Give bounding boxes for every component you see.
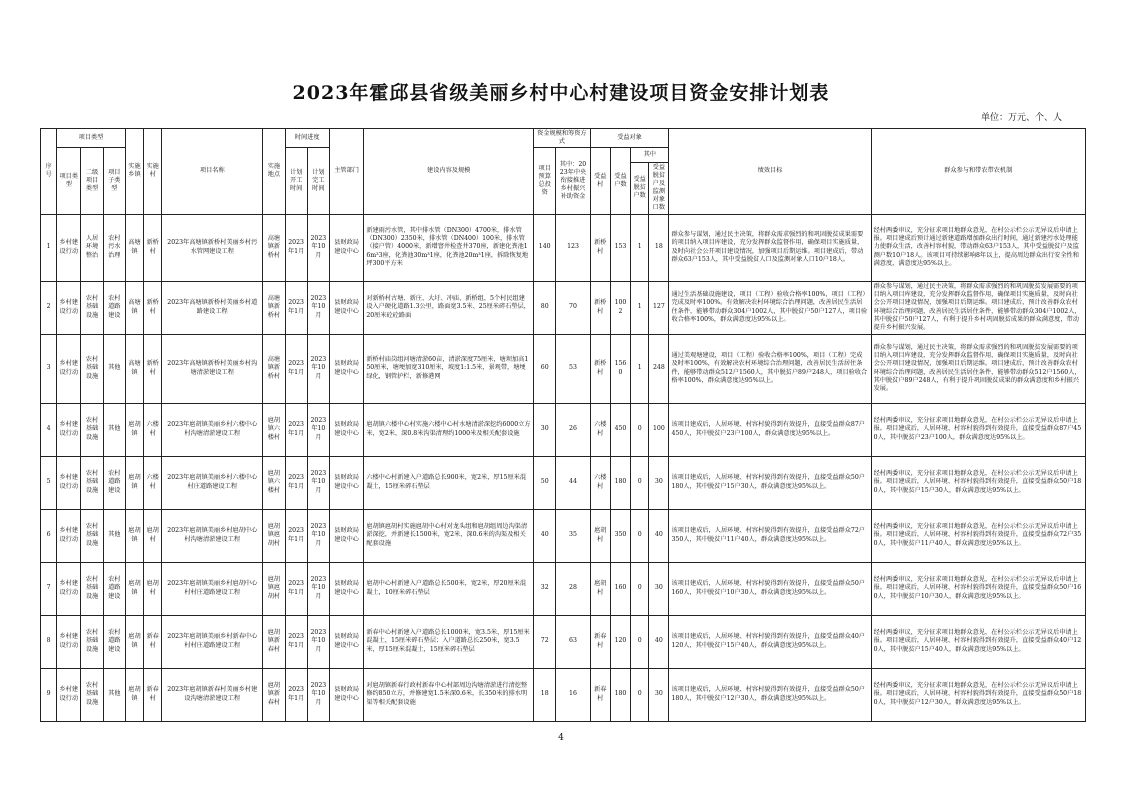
cell-category: 乡村建设行动 bbox=[57, 509, 81, 562]
cell-content: 对扈胡镇新春行政村新春中心村部周边沟塘清淤进行清挖整修约850立方，并修建宽1.5米深0.6米，长350米的排水明渠等相关配套设施 bbox=[364, 668, 534, 721]
cell-project-name: 2023年扈胡镇美丽乡村扈胡中心村沟塘清淤建设工程 bbox=[162, 509, 263, 562]
cell-category: 乡村建设行动 bbox=[57, 403, 81, 456]
cell-performance: 该项目建成后，人居环境、村容村貌得到有效提升，直接受益群众50户180人，其中脱贫户12户30人，群众满意度达95%以上。 bbox=[669, 668, 871, 721]
cell-performance: 群众参与谋划，通过民主决策，将群众需求强烈的和巩固脱贫成果需要的项目纳入项目库建设，充分发挥群众监督作用，确保项目实施质量，及时向社会公开项目建设情况，加强项目后期运维。项目建成后，带动群众63户153人，其中受益脱贫人口及监测对象人口10户18人。 bbox=[669, 214, 871, 281]
cell-mechanism: 经村两委审议，充分征求项目地群众意见，在村公示栏公示无异议后申请上报。项目建成后预计通过新建道路增加群众出行时间，通过新建污水处理能力使群众生活，改善村容村貌，带动群众63户153人，其中受益脱贫户及监测户数10户18人。该项目可持续影响8年以上，提高周边群众出行安全性和满意度，满意度达95%以上。 bbox=[871, 214, 1085, 281]
cell-central-funds: 16 bbox=[556, 668, 590, 721]
cell-budget: 80 bbox=[534, 281, 556, 334]
cell-budget: 140 bbox=[534, 214, 556, 281]
cell-town: 扈胡镇 bbox=[125, 403, 143, 456]
cell-subtype: 农村污水治理 bbox=[103, 214, 125, 281]
cell-benefit-village: 六楼村 bbox=[590, 403, 610, 456]
cell-secondary-type: 农村基础设施 bbox=[81, 403, 103, 456]
cell-town: 扈胡镇 bbox=[125, 668, 143, 721]
table-row bbox=[41, 509, 1086, 562]
cell-benefit-households: 120 bbox=[610, 615, 630, 668]
cell-budget: 72 bbox=[534, 615, 556, 668]
cell-category: 乡村建设行动 bbox=[57, 281, 81, 334]
cell-secondary-type: 农村基础设施 bbox=[81, 562, 103, 615]
cell-benefit-village: 新春村 bbox=[590, 615, 610, 668]
cell-seq: 2 bbox=[41, 281, 57, 334]
cell-content: 六楼中心村新建入户道路总长900米，宽2米，厚15厘米混凝土，15厘米碎石垫层 bbox=[364, 456, 534, 509]
table-row bbox=[41, 562, 1086, 615]
cell-village: 六楼村 bbox=[144, 403, 162, 456]
cell-dept: 县财政局建设中心 bbox=[329, 562, 363, 615]
cell-poor-households: 1 bbox=[631, 281, 649, 334]
cell-mechanism: 群众参与谋划，通过民主决策，将群众需求强烈的和巩固脱贫发展需要的项目纳入项目库建设，充分发挥群众监督作用，确保项目实施质量，及时向社会公开项目建设情况，加强项目后期运维。项目建成后，预计改善群众农村环境综合治理问题，改善居民生活居住条件，能够带动群众512户1560人，其中脱贫户89户248人，有利于提升巩固脱贫成果的群众满意度和乡村振兴发展。 bbox=[871, 334, 1085, 403]
cell-content: 对新桥村古塘、新庄、大圩、冲庙、新桥组，5个村民组建设入户硬化道路1.3公里，路面宽3.5米、25厘米碎石垫层，20厘米砼砼路面 bbox=[364, 281, 534, 334]
cell-subtype: 农村道路建设 bbox=[103, 456, 125, 509]
cell-performance: 通过美观塘建设，项目（工程）验收合格率100%，项目（工程）完成及时率100%，有效解决农村环境综合治理问题，改善居民生活居住条件，能够带动群众512户1560人，其中脱贫户89户248人，项目验收合格率100%，群众满意度达95%以上。 bbox=[669, 334, 871, 403]
cell-seq: 8 bbox=[41, 615, 57, 668]
cell-category: 乡村建设行动 bbox=[57, 615, 81, 668]
cell-seq: 5 bbox=[41, 456, 57, 509]
cell-performance: 该项目建成后，人居环境、村容村貌得到有效提升，直接受益群众87户450人，其中脱贫户23户100人，群众满意度达95%以上。 bbox=[669, 403, 871, 456]
cell-poor-households: 0 bbox=[631, 615, 649, 668]
header-mechanism: 群众参与和带农带农机制 bbox=[871, 129, 1085, 215]
header-poor-people: 受益脱贫户及监测对象口数 bbox=[649, 163, 669, 214]
table-row bbox=[41, 403, 1086, 456]
header-seq: 序号 bbox=[41, 129, 57, 215]
cell-poor-people: 127 bbox=[649, 281, 669, 334]
cell-budget: 40 bbox=[534, 509, 556, 562]
cell-location: 扈胡镇六楼村 bbox=[263, 456, 285, 509]
cell-end: 2023年10月 bbox=[307, 615, 329, 668]
header-content: 建设内容及规模 bbox=[364, 129, 534, 215]
cell-content: 新桥村庙岗组河塘清淤60亩，清淤深度75厘米，塘坝加高150厘米，塘埂加宽310厘米，坡度1:1.5米，景观带，塘埂绿化，钢管护栏，新修港网 bbox=[364, 334, 534, 403]
cell-start: 2023年1月 bbox=[285, 456, 307, 509]
cell-seq: 7 bbox=[41, 562, 57, 615]
header-category: 项目类型 bbox=[57, 148, 81, 214]
cell-mechanism: 经村两委审议，充分征求项目地群众意见，在村公示栏公示无异议后申请上报。项目建成后，人居环境、村容村貌得到有效提升，直接受益群众50户180人，其中脱贫户15户30人，群众满意度达95%以上。 bbox=[871, 456, 1085, 509]
cell-category: 乡村建设行动 bbox=[57, 334, 81, 403]
cell-secondary-type: 农村基础设施 bbox=[81, 281, 103, 334]
header-secondary-type: 二级项目类型 bbox=[81, 148, 103, 214]
cell-mechanism: 经村两委审议，充分征求项目地群众意见，在村公示栏公示无异议后申请上报。项目建成后，人居环境、村容村貌得到有效提升，直接受益群众87户450人，其中脱贫户23户100人，群众满意度达95%以上。 bbox=[871, 403, 1085, 456]
cell-content: 扈胡镇六楼中心村实施六楼中心村水塘清淤深挖约6000立方米，宽2米，深0.8米沟渠清理约1000米及相关配套设施 bbox=[364, 403, 534, 456]
cell-start: 2023年1月 bbox=[285, 509, 307, 562]
header-central-funds: 其中：2023年中央衔接推进乡村振兴补助资金 bbox=[556, 148, 590, 214]
cell-performance: 该项目建成后，人居环境、村容村貌得到有效提升，直接受益群众72户350人，其中脱贫户11户40人，群众满意度达95%以上。 bbox=[669, 509, 871, 562]
table-body bbox=[41, 214, 1086, 721]
cell-start: 2023年1月 bbox=[285, 668, 307, 721]
cell-village: 新桥村 bbox=[144, 281, 162, 334]
cell-benefit-households: 180 bbox=[610, 456, 630, 509]
header-village: 实施村 bbox=[144, 129, 162, 215]
cell-town: 扈胡镇 bbox=[125, 615, 143, 668]
cell-location: 扈胡镇新春村 bbox=[263, 615, 285, 668]
cell-project-name: 2023年扈胡镇美丽乡村六楼中心村庄道路建设工程 bbox=[162, 456, 263, 509]
cell-budget: 18 bbox=[534, 668, 556, 721]
cell-central-funds: 53 bbox=[556, 334, 590, 403]
header-start: 计划开工时间 bbox=[285, 148, 307, 214]
cell-town: 高塘镇 bbox=[125, 214, 143, 281]
cell-benefit-households: 450 bbox=[610, 403, 630, 456]
cell-benefit-village: 新桥村 bbox=[590, 214, 610, 281]
header-location: 实施地点 bbox=[263, 129, 285, 215]
cell-poor-households: 1 bbox=[631, 214, 649, 281]
cell-dept: 县财政局建设中心 bbox=[329, 334, 363, 403]
cell-village: 新桥村 bbox=[144, 334, 162, 403]
cell-budget: 30 bbox=[534, 403, 556, 456]
cell-end: 2023年10月 bbox=[307, 403, 329, 456]
cell-budget: 32 bbox=[534, 562, 556, 615]
cell-location: 高塘镇新桥村 bbox=[263, 281, 285, 334]
cell-end: 2023年10月 bbox=[307, 668, 329, 721]
header-beneficiary: 受益对象 bbox=[590, 129, 669, 148]
cell-dept: 县财政局建设中心 bbox=[329, 281, 363, 334]
cell-performance: 该项目建成后，人居环境、村容村貌得到有效提升，直接受益群众40户120人，其中脱贫户15户40人，群众满意度达95%以上。 bbox=[669, 615, 871, 668]
cell-mechanism: 经村两委审议，充分征求项目地群众意见，在村公示栏公示无异议后申请上报。项目建成后，人居环境、村容村貌得到有效提升，直接受益群众50户160人，其中脱贫户10户30人，群众满意度达95%以上。 bbox=[871, 562, 1085, 615]
cell-end: 2023年10月 bbox=[307, 214, 329, 281]
cell-start: 2023年1月 bbox=[285, 214, 307, 281]
cell-category: 乡村建设行动 bbox=[57, 214, 81, 281]
cell-central-funds: 123 bbox=[556, 214, 590, 281]
cell-category: 乡村建设行动 bbox=[57, 562, 81, 615]
header-benefit-village: 受益村 bbox=[590, 148, 610, 214]
cell-location: 高塘镇新桥村 bbox=[263, 214, 285, 281]
cell-end: 2023年10月 bbox=[307, 456, 329, 509]
cell-poor-people: 40 bbox=[649, 615, 669, 668]
cell-benefit-households: 1560 bbox=[610, 334, 630, 403]
cell-budget: 60 bbox=[534, 334, 556, 403]
cell-benefit-households: 180 bbox=[610, 668, 630, 721]
cell-poor-people: 30 bbox=[649, 456, 669, 509]
cell-dept: 县财政局建设中心 bbox=[329, 456, 363, 509]
cell-project-name: 2023年扈胡镇美丽乡村扈胡中心村村庄道路建设工程 bbox=[162, 562, 263, 615]
header-project-name: 项目名称 bbox=[162, 129, 263, 215]
cell-secondary-type: 农村基础设施 bbox=[81, 334, 103, 403]
cell-secondary-type: 农村基础设施 bbox=[81, 615, 103, 668]
cell-central-funds: 70 bbox=[556, 281, 590, 334]
cell-location: 高塘镇新桥村 bbox=[263, 334, 285, 403]
cell-location: 扈胡镇六楼村 bbox=[263, 403, 285, 456]
cell-poor-households: 0 bbox=[631, 562, 649, 615]
header-benefit-households: 受益户数 bbox=[610, 148, 630, 214]
cell-benefit-households: 160 bbox=[610, 562, 630, 615]
table-row bbox=[41, 668, 1086, 721]
cell-poor-households: 0 bbox=[631, 668, 649, 721]
cell-dept: 县财政局建设中心 bbox=[329, 509, 363, 562]
cell-benefit-village: 新桥村 bbox=[590, 281, 610, 334]
cell-subtype: 农村道路建设 bbox=[103, 562, 125, 615]
header-subtype: 项目子类型 bbox=[103, 148, 125, 214]
cell-subtype: 农村道路建设 bbox=[103, 615, 125, 668]
table-row bbox=[41, 456, 1086, 509]
cell-project-name: 2023年高塘镇新桥村美丽乡村沟塘清淤建设工程 bbox=[162, 334, 263, 403]
cell-mechanism: 经村两委审议，充分征求项目地群众意见，在村公示栏公示无异议后申请上报。项目建成后，人居环境、村容村貌得到有效提升，直接受益群众40户120人，其中脱贫户15户40人，群众满意度达95%以上。 bbox=[871, 615, 1085, 668]
table-row bbox=[41, 214, 1086, 281]
cell-benefit-households: 350 bbox=[610, 509, 630, 562]
cell-town: 高塘镇 bbox=[125, 281, 143, 334]
cell-content: 新建雨污水管，其中排水管（DN300）4700米，排水管（DN300）2350米，排水管（DN400）100米，排水管（接户管）4000米，新增窨井检查井370座，新建化粪池16m³3座，化粪池30m³1座，化粪池20m³1座，拆除恢复地坪300平方米 bbox=[364, 214, 534, 281]
header-dept: 主管部门 bbox=[329, 129, 363, 215]
cell-central-funds: 44 bbox=[556, 456, 590, 509]
cell-content: 扈胡中心村新建入户道路总长500米，宽2米，厚20厘米混凝土，10厘米碎石垫层 bbox=[364, 562, 534, 615]
funding-plan-table bbox=[40, 128, 1086, 722]
header-performance: 绩效目标 bbox=[669, 129, 871, 215]
cell-dept: 县财政局建设中心 bbox=[329, 668, 363, 721]
cell-poor-people: 100 bbox=[649, 403, 669, 456]
cell-town: 扈胡镇 bbox=[125, 562, 143, 615]
cell-benefit-village: 新桥村 bbox=[590, 334, 610, 403]
cell-dept: 县财政局建设中心 bbox=[329, 214, 363, 281]
cell-poor-people: 30 bbox=[649, 562, 669, 615]
cell-secondary-type: 农村基础设施 bbox=[81, 509, 103, 562]
header-project-type-group: 项目类型 bbox=[57, 129, 126, 148]
cell-project-name: 2023年高塘镇新桥村美丽乡村道路建设工程 bbox=[162, 281, 263, 334]
cell-performance: 该项目建成后，人居环境、村容村貌得到有效提升，直接受益群众50户160人，其中脱贫户10户30人，群众满意度达95%以上。 bbox=[669, 562, 871, 615]
cell-performance: 通过生活基础设施建设，项目（工程）验收合格率100%，项目（工程）完成及时率100%。有效解决农村环境综合治理问题，改善居民生活居住条件，能够带动群众304户1002人，其中脱贫户50户127人，项目验收合格率100%，群众满意度达95%以上。 bbox=[669, 281, 871, 334]
cell-town: 扈胡镇 bbox=[125, 509, 143, 562]
unit-label: 单位：万元、个、人 bbox=[980, 113, 1062, 123]
cell-subtype: 其他 bbox=[103, 509, 125, 562]
cell-start: 2023年1月 bbox=[285, 403, 307, 456]
header-budget: 项目预算总投资 bbox=[534, 148, 556, 214]
header-town: 实施乡镇 bbox=[125, 129, 143, 215]
cell-benefit-village: 新春村 bbox=[590, 668, 610, 721]
cell-budget: 50 bbox=[534, 456, 556, 509]
cell-seq: 3 bbox=[41, 334, 57, 403]
cell-village: 扈胡村 bbox=[144, 562, 162, 615]
cell-start: 2023年1月 bbox=[285, 281, 307, 334]
cell-project-name: 2023年扈胡镇美丽乡村新春中心村村庄道路建设工程 bbox=[162, 615, 263, 668]
cell-poor-households: 1 bbox=[631, 334, 649, 403]
cell-category: 乡村建设行动 bbox=[57, 456, 81, 509]
cell-dept: 县财政局建设中心 bbox=[329, 615, 363, 668]
header-fund-scale: 资金规模和筹资方式 bbox=[534, 129, 591, 148]
cell-poor-people: 40 bbox=[649, 509, 669, 562]
cell-town: 高塘镇 bbox=[125, 334, 143, 403]
cell-poor-people: 30 bbox=[649, 668, 669, 721]
cell-poor-households: 0 bbox=[631, 403, 649, 456]
page-title: 2023年霍邱县省级美丽乡村中心村建设项目资金安排计划表 bbox=[292, 82, 830, 104]
cell-location: 扈胡镇扈胡村 bbox=[263, 509, 285, 562]
cell-village: 新桥村 bbox=[144, 214, 162, 281]
cell-town: 扈胡镇 bbox=[125, 456, 143, 509]
cell-secondary-type: 人居环境整治 bbox=[81, 214, 103, 281]
cell-benefit-households: 1002 bbox=[610, 281, 630, 334]
cell-poor-households: 0 bbox=[631, 509, 649, 562]
cell-seq: 6 bbox=[41, 509, 57, 562]
header-end: 计划完工时间 bbox=[307, 148, 329, 214]
header-of-which: 其中 bbox=[631, 148, 669, 163]
cell-project-name: 2023年扈胡镇新春村美丽乡村建设沟塘清淤建设工程 bbox=[162, 668, 263, 721]
cell-secondary-type: 农村基础设施 bbox=[81, 456, 103, 509]
cell-village: 六楼村 bbox=[144, 456, 162, 509]
cell-seq: 4 bbox=[41, 403, 57, 456]
cell-central-funds: 26 bbox=[556, 403, 590, 456]
cell-performance: 该项目建成后，人居环境、村容村貌得到有效提升，直接受益群众50户180人，其中脱贫户15户30人，群众满意度达95%以上。 bbox=[669, 456, 871, 509]
cell-mechanism: 经村两委审议，充分征求项目地群众意见，在村公示栏公示无异议后申请上报。项目建成后，人居环境、村容村貌得到有效提升，直接受益群众50户180人，其中脱贫户12户30人，群众满意度达95%以上。 bbox=[871, 668, 1085, 721]
cell-benefit-village: 六楼村 bbox=[590, 456, 610, 509]
cell-start: 2023年1月 bbox=[285, 615, 307, 668]
table-row bbox=[41, 615, 1086, 668]
cell-central-funds: 35 bbox=[556, 509, 590, 562]
header-time-progress: 时间进度 bbox=[285, 129, 329, 148]
header-poor-households: 受益脱贫户数 bbox=[631, 163, 649, 214]
cell-benefit-village: 扈胡村 bbox=[590, 509, 610, 562]
cell-end: 2023年10月 bbox=[307, 281, 329, 334]
cell-poor-people: 18 bbox=[649, 214, 669, 281]
cell-poor-households: 0 bbox=[631, 456, 649, 509]
header-row-1 bbox=[41, 129, 1086, 148]
cell-village: 扈胡村 bbox=[144, 509, 162, 562]
cell-secondary-type: 农村基础设施 bbox=[81, 668, 103, 721]
cell-subtype: 其他 bbox=[103, 668, 125, 721]
cell-benefit-households: 153 bbox=[610, 214, 630, 281]
cell-mechanism: 经村两委审议，充分征求项目地群众意见，在村公示栏公示无异议后申请上报。项目建成后，人居环境、村容村貌得到有效提升，直接受益群众72户350人，其中脱贫户11户40人，群众满意度达95%以上。 bbox=[871, 509, 1085, 562]
table-row bbox=[41, 334, 1086, 403]
cell-subtype: 其他 bbox=[103, 403, 125, 456]
cell-project-name: 2023年高塘镇新桥村美丽乡村污水管网建设工程 bbox=[162, 214, 263, 281]
cell-subtype: 其他 bbox=[103, 334, 125, 403]
cell-content: 扈胡镇扈胡村实施扈胡中心村对龙头组和扈胡组周边沟渠清淤深挖，并新建长1500米，宽2米，深0.6米的沟渠及相关配套设施 bbox=[364, 509, 534, 562]
table-row bbox=[41, 281, 1086, 334]
cell-end: 2023年10月 bbox=[307, 509, 329, 562]
cell-benefit-village: 扈胡村 bbox=[590, 562, 610, 615]
cell-poor-people: 248 bbox=[649, 334, 669, 403]
page-number: 4 bbox=[558, 733, 564, 743]
cell-village: 新春村 bbox=[144, 615, 162, 668]
cell-subtype: 农村道路建设 bbox=[103, 281, 125, 334]
cell-location: 扈胡镇新春村 bbox=[263, 668, 285, 721]
cell-end: 2023年10月 bbox=[307, 562, 329, 615]
cell-start: 2023年1月 bbox=[285, 562, 307, 615]
cell-project-name: 2023年扈胡镇美丽乡村六楼中心村沟塘清淤建设工程 bbox=[162, 403, 263, 456]
cell-content: 新春中心村新建入户道路总长1000米，宽3.5米，厚15厘米混凝土，15厘米碎石垫层；入户道路总长250米，宽3.5米，厚15厘米混凝土，15厘米碎石垫层 bbox=[364, 615, 534, 668]
cell-category: 乡村建设行动 bbox=[57, 668, 81, 721]
cell-location: 扈胡镇扈胡村 bbox=[263, 562, 285, 615]
cell-seq: 9 bbox=[41, 668, 57, 721]
cell-end: 2023年10月 bbox=[307, 334, 329, 403]
cell-dept: 县财政局建设中心 bbox=[329, 403, 363, 456]
cell-mechanism: 群众参与谋划，通过民主决策，将群众需求强烈的和巩固脱贫发展需要的项目纳入项目库建设，充分发挥群众监督作用，确保项目实施质量，及时向社会公开项目建设情况，加强项目后期运维。项目建成后，预计改善群众农村环境综合治理问题，改善居民生活居住条件，能够带动群众304户1002人，其中脱贫户50户127人，有利于提升乡村巩固脱贫成果的群众满意度，带动提升乡村振兴发展。 bbox=[871, 281, 1085, 334]
cell-central-funds: 63 bbox=[556, 615, 590, 668]
cell-start: 2023年1月 bbox=[285, 334, 307, 403]
cell-village: 新春村 bbox=[144, 668, 162, 721]
cell-seq: 1 bbox=[41, 214, 57, 281]
cell-central-funds: 28 bbox=[556, 562, 590, 615]
